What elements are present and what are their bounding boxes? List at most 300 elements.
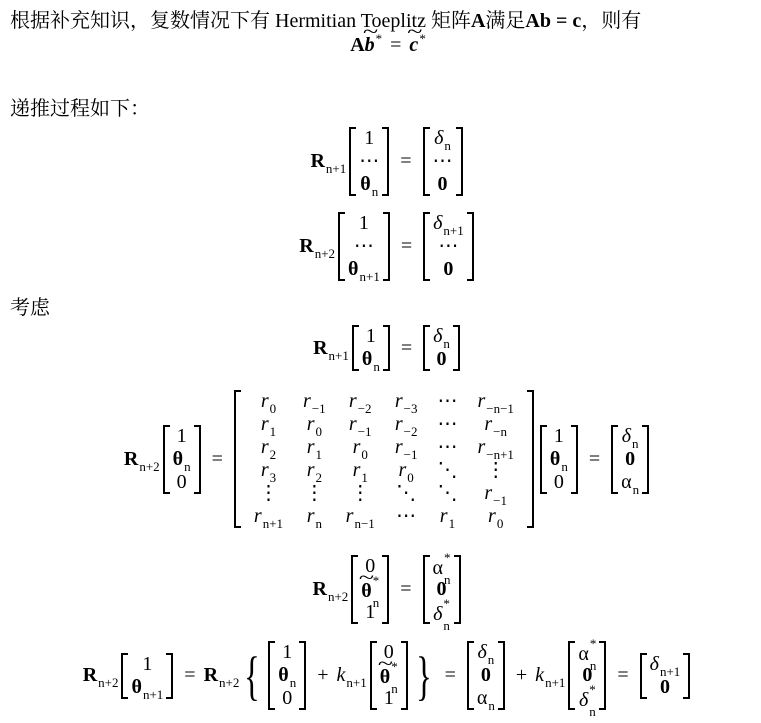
math-symbol (177, 471, 187, 494)
matrix-cell (554, 425, 564, 448)
symbol-base: θ (278, 664, 289, 686)
symbol-base: r (260, 459, 269, 481)
math-symbol (649, 652, 681, 679)
left-brace: { (244, 645, 261, 706)
vector (423, 325, 460, 371)
vector (338, 212, 390, 284)
matrix-cell (131, 675, 164, 702)
matrix-cell (388, 459, 423, 485)
subscript: n+1 (262, 516, 284, 531)
subscript: n+2 (139, 458, 160, 474)
superscript: * (589, 636, 597, 651)
subscript: 0 (361, 447, 368, 462)
subscript: −1 (311, 401, 326, 416)
symbol-base: ⋯ (437, 413, 458, 435)
math-symbol (260, 436, 277, 462)
symbol-base: θ (172, 447, 184, 470)
script (561, 453, 568, 474)
subscript: 0 (407, 470, 414, 485)
math-symbol (486, 459, 506, 482)
matrix-cells (359, 325, 383, 374)
matrix-cell (177, 425, 187, 448)
script (184, 453, 191, 474)
math-symbol (394, 436, 418, 462)
subscript: n (184, 458, 191, 474)
matrix-cell (427, 482, 467, 505)
matrix-cell (251, 436, 286, 462)
symbol-base: α (578, 642, 589, 665)
symbol-base: θ (549, 447, 561, 470)
math-symbol (437, 348, 447, 371)
right-bracket (299, 641, 306, 710)
subscript: n+1 (328, 347, 349, 363)
matrix-cells (430, 550, 454, 633)
matrix-cells (430, 127, 456, 196)
subscript: n (589, 704, 596, 719)
subscript: −2 (403, 424, 418, 439)
left-bracket (163, 425, 170, 494)
math-symbol (488, 505, 504, 531)
subscript: n (371, 184, 379, 199)
operator: = (184, 664, 196, 686)
subscript: n (289, 675, 297, 690)
symbol-base: δ (434, 127, 444, 149)
matrix-cell (478, 505, 513, 531)
matrix-cells (430, 325, 453, 371)
math-symbol (312, 578, 349, 604)
symbol-base: ⋯ (353, 235, 374, 257)
math-symbol (579, 682, 596, 719)
eq-toeplitz (0, 390, 761, 531)
script (448, 510, 456, 531)
matrix-cell (433, 150, 453, 173)
math-symbol (359, 212, 369, 235)
script (328, 342, 349, 363)
symbol-base: 0 (436, 348, 447, 370)
math-symbol (348, 413, 372, 439)
math-symbol (437, 482, 457, 505)
symbol-base: r (484, 413, 493, 435)
script (493, 487, 507, 508)
symbol-base: r (260, 390, 269, 412)
subscript: n+1 (325, 161, 347, 176)
script (403, 395, 418, 416)
math-symbol (433, 596, 450, 633)
matrix-cell (340, 482, 380, 505)
symbol-base: 0 (659, 675, 670, 698)
script (361, 464, 368, 485)
symbol-base: r (394, 390, 403, 412)
subscript: n+2 (314, 246, 336, 261)
math-symbol (484, 413, 507, 439)
right-bracket (498, 641, 505, 710)
symbol-base: r (306, 413, 315, 435)
operator: + (317, 664, 329, 686)
script (632, 430, 639, 451)
subscript: n (488, 698, 495, 713)
vector (640, 653, 691, 699)
right-bracket (571, 425, 578, 494)
matrix-cell (443, 258, 453, 281)
math-symbol (348, 390, 372, 416)
math-symbol (433, 212, 464, 238)
subscript: 2 (269, 447, 277, 462)
symbol-base: δ (477, 641, 487, 663)
left-bracket (351, 555, 358, 624)
symbol-base: r (348, 413, 357, 435)
matrix-cell (386, 482, 426, 505)
left-bracket (423, 325, 430, 371)
symbol-base: 1 (358, 212, 369, 234)
subscript: n (391, 681, 398, 696)
matrix-cell (481, 664, 491, 687)
matrix-cell (282, 641, 292, 664)
right-bracket (683, 653, 690, 699)
subscript: 3 (269, 470, 277, 485)
math-symbol (549, 447, 568, 474)
right-bracket (454, 555, 461, 624)
subscript: n (443, 336, 450, 351)
matrix-cell (336, 505, 385, 531)
math-symbol (282, 641, 292, 664)
operator: = (400, 578, 412, 600)
symbol-base: 1 (365, 601, 376, 623)
matrix-cell (251, 413, 286, 439)
vector (352, 325, 390, 374)
operator: = (390, 34, 402, 56)
math-symbol (554, 425, 564, 448)
symbol-base: 1 (383, 687, 394, 709)
symbol-base: r (398, 459, 407, 481)
math-symbol (345, 505, 375, 531)
math-symbol (477, 390, 514, 416)
script (269, 441, 277, 462)
symbol-base: 0 (582, 664, 593, 686)
script (269, 395, 277, 416)
matrix-cell (385, 413, 428, 439)
math-symbol (394, 413, 418, 439)
math-symbol (396, 482, 416, 505)
symbol-base: r (345, 505, 354, 527)
symbol-base: 1 (364, 127, 375, 149)
matrix-cell (467, 390, 523, 416)
script (589, 682, 596, 719)
math-symbol (433, 150, 453, 173)
symbol-base: r (394, 413, 403, 435)
matrix-cell (621, 470, 640, 497)
script (98, 669, 119, 690)
matrix-cell (427, 459, 467, 482)
matrix-cell (430, 505, 465, 531)
matrix-cell (251, 390, 286, 416)
superscript: * (444, 550, 451, 565)
symbol-base: r (303, 390, 311, 412)
math-symbol (433, 325, 450, 351)
matrix-cell (339, 390, 382, 416)
math-symbol (282, 687, 292, 710)
matrix-cell (386, 505, 426, 528)
matrix-cells (618, 424, 642, 497)
superscript: * (375, 31, 383, 46)
matrix-cell (142, 653, 152, 676)
script (659, 658, 681, 679)
subscript: n−1 (354, 516, 375, 531)
script (325, 155, 347, 176)
script (488, 692, 495, 713)
math-symbol (258, 482, 278, 505)
right-bracket (456, 127, 463, 196)
symbol-base: R (123, 447, 139, 470)
symbol-base: 0 (436, 578, 447, 600)
script (289, 669, 297, 690)
right-bracket (467, 212, 474, 281)
symbol-base: ⋱ (437, 459, 458, 481)
math-symbol (310, 150, 347, 176)
script (315, 464, 323, 485)
vector (268, 641, 306, 710)
eq-step-n2 (0, 212, 761, 284)
subscript: n+1 (142, 686, 164, 702)
symbol-base: A (350, 34, 365, 56)
script (407, 464, 414, 485)
operator: = (617, 664, 629, 686)
matrix-cell (554, 471, 564, 494)
matrix-cell (297, 413, 332, 439)
subscript: n+1 (443, 223, 464, 238)
math-symbol (437, 459, 457, 482)
matrix-cell (578, 636, 597, 673)
right-bracket (166, 653, 173, 699)
matrix-cell (432, 550, 451, 587)
symbol-base: r (394, 436, 403, 458)
math-symbol (278, 664, 297, 690)
symbol-base: 1 (176, 424, 187, 447)
vector (370, 641, 408, 710)
symbol-base: 0 (443, 258, 454, 280)
right-bracket (642, 425, 649, 494)
symbol-base: 1 (142, 652, 153, 675)
math-symbol (398, 459, 414, 485)
subscript: 0 (496, 516, 504, 531)
matrix-cells (358, 555, 382, 624)
matrix-cell (477, 641, 495, 667)
script (496, 510, 504, 531)
matrix-cell (625, 448, 635, 471)
matrix-cell (433, 596, 450, 633)
script (314, 240, 336, 261)
script (419, 31, 426, 52)
script (493, 418, 507, 439)
right-bracket (527, 390, 534, 528)
left-bracket (121, 653, 128, 699)
intro-text: 根据补充知识，复数情况下有 Hermitian Toeplitz 矩阵 (10, 10, 471, 32)
matrix-cell (379, 659, 398, 696)
subscript: n (444, 138, 451, 153)
symbol-base: r (352, 459, 361, 481)
script (443, 330, 450, 351)
symbol-base: R (82, 664, 98, 686)
symbol-base: δ (433, 325, 443, 347)
subscript: n (589, 658, 597, 673)
matrix-cell (549, 447, 568, 474)
symbol-base: ⋮ (350, 482, 371, 504)
math-symbol (303, 390, 326, 416)
symbol-base: 0 (437, 173, 448, 195)
matrix-cell (427, 436, 467, 459)
math-symbol (364, 127, 374, 150)
symbol-base: 1 (365, 325, 376, 347)
math-symbol (396, 505, 416, 528)
matrix-cell (177, 471, 187, 494)
vector (540, 425, 578, 494)
matrix-cell (476, 687, 495, 713)
left-bracket (338, 212, 345, 281)
matrix-cells (170, 425, 194, 494)
matrix-cell (474, 413, 517, 439)
symbol-base: r (488, 505, 496, 527)
right-bracket (383, 325, 390, 371)
vector (351, 555, 389, 624)
math-symbol (360, 173, 379, 199)
matrix-cell (385, 390, 428, 416)
symbol-base: r (253, 505, 262, 527)
symbol-base: ⋮ (485, 459, 506, 481)
left-bracket (640, 653, 647, 699)
matrix-cell (297, 436, 332, 462)
matrix-cell (339, 413, 382, 439)
matrix-cells (377, 641, 401, 710)
matrix-cell (427, 413, 467, 436)
matrix-cell (434, 127, 451, 153)
symbol-base: r (484, 482, 493, 504)
math-symbol (304, 482, 324, 505)
matrix-cells (647, 653, 684, 699)
symbol-base: θ (360, 173, 371, 195)
script (373, 353, 380, 374)
symbol-base: k (336, 664, 346, 686)
symbol-base: 1 (282, 641, 293, 663)
math-symbol (350, 482, 370, 505)
script (487, 646, 495, 667)
math-symbol (365, 601, 375, 624)
math-symbol (299, 235, 336, 261)
symbol-base: ~ θ (380, 666, 390, 689)
matrix-cell (433, 212, 464, 238)
math-symbol (364, 31, 383, 57)
right-bracket (194, 425, 201, 494)
subscript: n+1 (346, 675, 367, 690)
superscript: * (443, 596, 450, 611)
script (139, 453, 160, 474)
script (375, 31, 383, 52)
matrix-cell (366, 325, 376, 348)
right-bracket (382, 127, 389, 196)
math-symbol (313, 336, 349, 363)
subscript: n (632, 435, 639, 451)
eq-reversed (0, 550, 761, 633)
symbol-base: ⋯ (396, 505, 417, 527)
math-symbol (394, 390, 418, 416)
symbol-base: ⋱ (437, 482, 458, 504)
right-bracket (383, 212, 390, 281)
math-symbol (660, 676, 670, 699)
script (486, 395, 514, 416)
subscript: −1 (493, 493, 507, 508)
math-symbol (481, 664, 491, 687)
script (142, 681, 164, 702)
script (486, 441, 514, 462)
matrix-cells (275, 641, 299, 710)
matrix-cells (575, 636, 599, 719)
script (354, 510, 375, 531)
math-symbol (535, 664, 566, 690)
math-symbol (82, 664, 119, 690)
right-bracket (599, 641, 606, 710)
intro-text-then: ，则有 (581, 10, 642, 32)
math-symbol (306, 436, 322, 462)
script (219, 669, 240, 690)
math-symbol (361, 348, 380, 374)
operator: = (211, 447, 223, 470)
superscript: * (589, 682, 596, 697)
subscript: 2 (315, 470, 322, 485)
left-bracket (467, 641, 474, 710)
matrix-cell (293, 390, 336, 416)
toeplitz-matrix (234, 390, 534, 531)
left-bracket (423, 555, 430, 624)
symbol-base: α (621, 470, 632, 493)
script (357, 418, 372, 439)
math-symbol (434, 127, 451, 153)
matrix-cell (660, 676, 670, 699)
symbol-base: 0 (282, 687, 293, 709)
left-bracket (352, 325, 359, 371)
matrix-cell (438, 235, 458, 258)
subscript: 0 (315, 424, 322, 439)
symbol-base: δ (579, 688, 589, 711)
subscript: 1 (315, 447, 322, 462)
operator: = (400, 235, 413, 257)
matrix-cell (348, 258, 380, 284)
subscript: −1 (403, 447, 418, 462)
script (545, 669, 566, 690)
script (443, 596, 450, 633)
script (371, 178, 379, 199)
superscript: * (391, 659, 398, 674)
symbol-base: 1 (553, 424, 564, 447)
subscript: 0 (269, 401, 277, 416)
left-bracket (423, 212, 430, 281)
script (403, 418, 418, 439)
script (262, 510, 284, 531)
symbol-base: ⋯ (437, 436, 458, 458)
subscript: 1 (361, 470, 368, 485)
symbol-base: ~ θ (361, 580, 371, 603)
superscript: * (419, 31, 426, 46)
subscript: 1 (269, 424, 277, 439)
superscript: * (372, 573, 380, 588)
subscript: −1 (357, 424, 372, 439)
script (315, 510, 323, 531)
matrix-cell (361, 348, 380, 374)
symbol-base: 0 (383, 641, 394, 663)
eq-conjugate (0, 31, 761, 57)
math-symbol (621, 470, 640, 497)
math-symbol (409, 31, 426, 57)
math-symbol (384, 687, 394, 710)
symbol-base: θ (361, 348, 373, 370)
matrix-cell (343, 459, 378, 485)
